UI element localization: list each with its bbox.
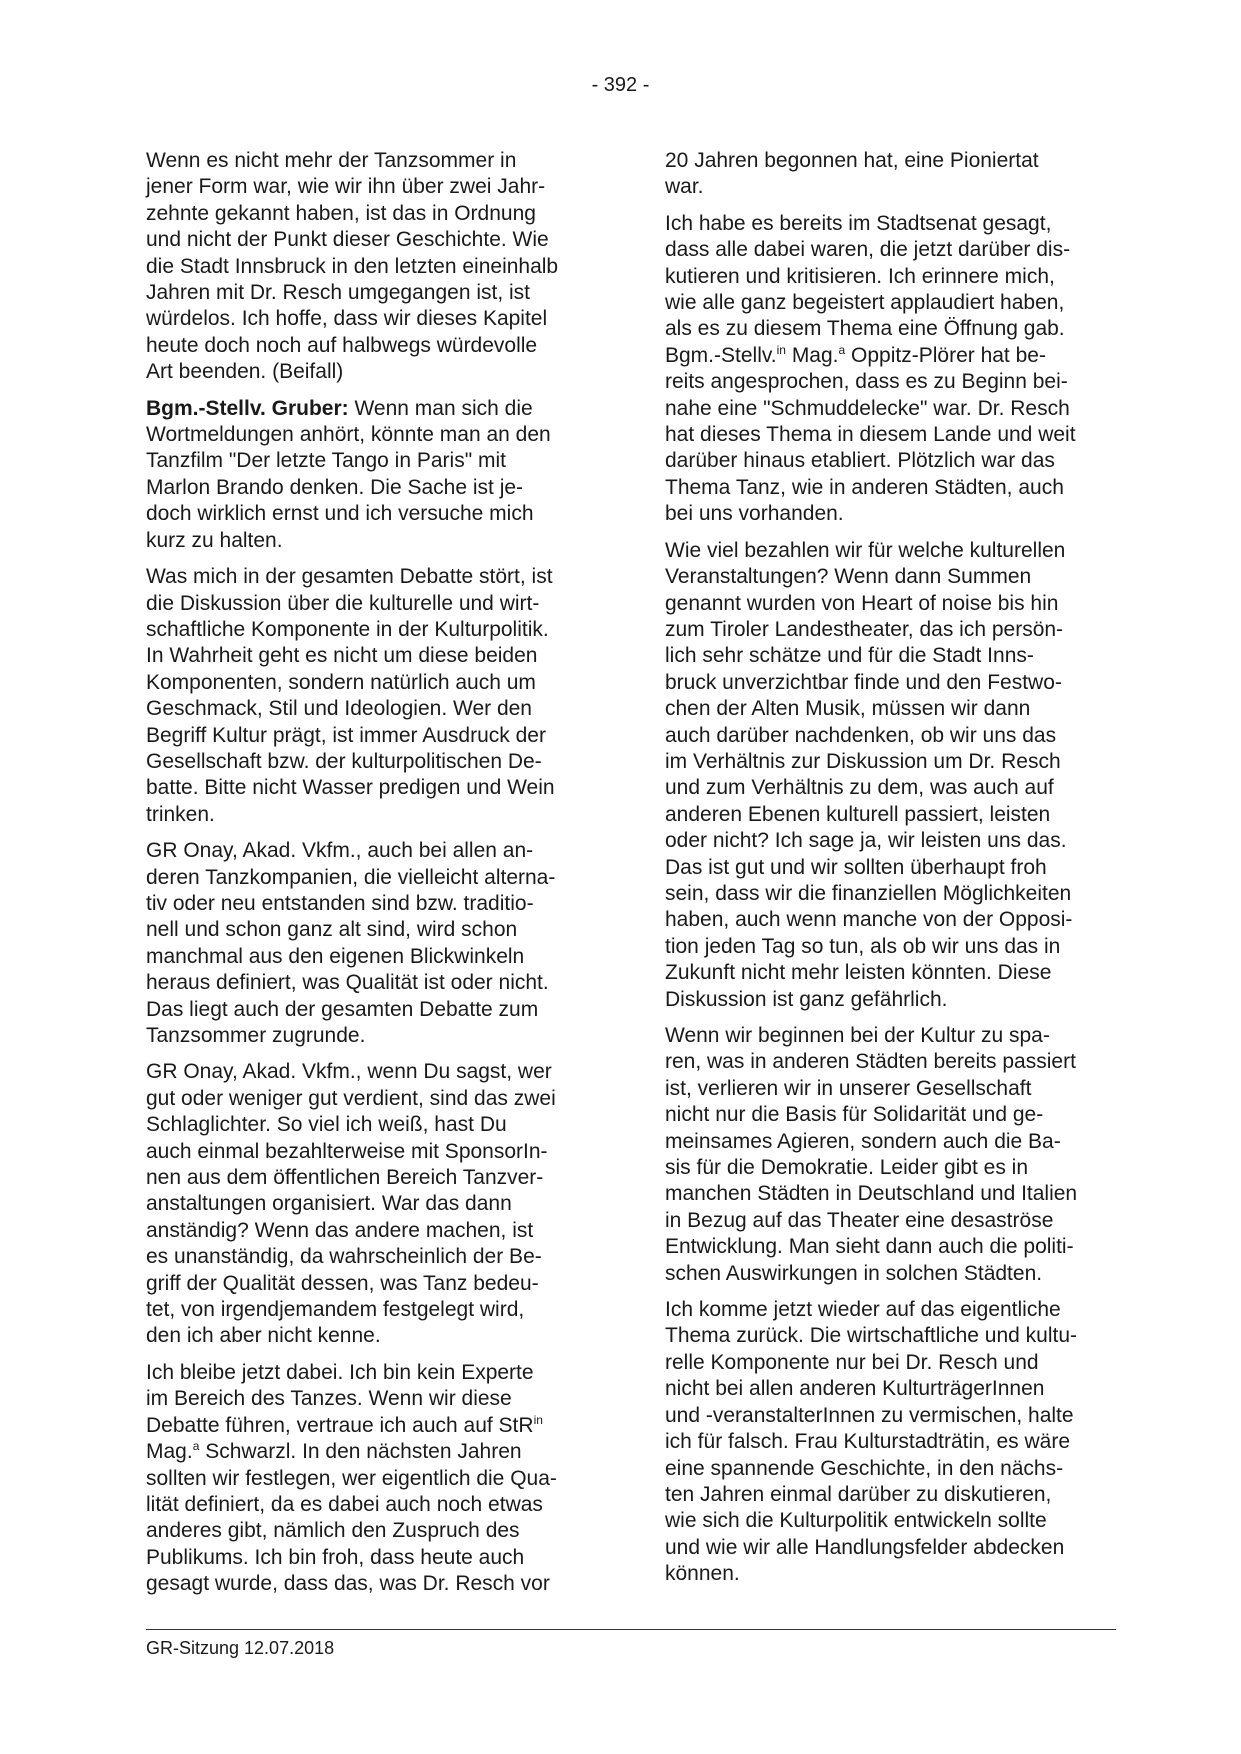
text-segment: Mag. xyxy=(785,343,839,367)
text-line: heraus definiert, was Qualität ist oder nicht. xyxy=(146,971,549,995)
text-line: Ich habe es bereits im Stadtsenat gesagt, xyxy=(665,211,1052,235)
text-line: nahe eine "Schmuddelecke" war. Dr. Resch xyxy=(665,396,1070,420)
text-line: GR Onay, Akad. Vkfm., wenn Du sagst, wer xyxy=(146,1060,552,1084)
text-line: In Wahrheit geht es nicht um diese beiden xyxy=(146,644,538,668)
text-line: die Stadt Innsbruck in den letzten eineinhalb xyxy=(146,254,559,278)
text-line: anstaltungen organisiert. War das dann xyxy=(146,1192,512,1216)
text-line xyxy=(146,396,596,422)
text-line: ist, verlieren wir in unserer Gesellschaft xyxy=(665,1076,1032,1100)
text-line: haben, auch wenn manche von der Opposi- xyxy=(665,908,1073,932)
text-line: 20 Jahren begonnen hat, eine Pioniertat xyxy=(665,149,1039,172)
text-line: Geschmack, Stil und Ideologien. Wer den xyxy=(146,697,532,721)
text-line: manchen Städten in Deutschland und Italien xyxy=(665,1182,1078,1206)
right-column xyxy=(665,148,1115,1598)
text-line: sis für die Demokratie. Leider gibt es in xyxy=(665,1156,1028,1180)
text-line: eine spannende Geschichte, in den nächs- xyxy=(665,1456,1064,1480)
text-line: Komponenten, sondern natürlich auch um xyxy=(146,670,536,694)
text-line: reits angesprochen, dass es zu Beginn bei- xyxy=(665,370,1068,394)
text-line: und zum Verhältnis zu dem, was auch auf xyxy=(665,776,1054,800)
text-line: im Bereich des Tanzes. Wenn wir diese xyxy=(146,1387,512,1411)
paragraph xyxy=(665,1023,1115,1287)
text-line: schen Auswirkungen in solchen Städten. xyxy=(665,1261,1043,1285)
text-line: Entwicklung. Man sieht dann auch die politi- xyxy=(665,1235,1074,1259)
text-line: Zukunft nicht mehr leisten könnten. Diese xyxy=(665,961,1052,985)
text-line: lität definiert, da es dabei auch noch etwas xyxy=(146,1492,543,1516)
text-line: war. xyxy=(665,175,704,199)
text-line: doch wirklich ernst und ich versuche mich xyxy=(146,502,534,526)
left-column xyxy=(146,148,596,1608)
text-line: Ich bleibe jetzt dabei. Ich bin kein Experte xyxy=(146,1360,534,1384)
text-line: die Diskussion über die kulturelle und wirt- xyxy=(146,591,540,615)
text-line: zehnte gekannt haben, ist das in Ordnung xyxy=(146,201,536,225)
paragraph xyxy=(665,148,1115,201)
text-line: tiv oder neu entstanden sind bzw. traditio- xyxy=(146,891,534,915)
text-line: Wenn wir beginnen bei der Kultur zu spa- xyxy=(665,1024,1050,1047)
text-line: würdelos. Ich hoffe, dass wir dieses Kapitel xyxy=(146,307,548,331)
text-line: bei uns vorhanden. xyxy=(665,502,844,526)
text-line: chen der Alten Musik, müssen wir dann xyxy=(665,697,1031,721)
text-line: trinken. xyxy=(146,802,215,826)
text-line: Thema zurück. Die wirtschaftliche und kultu- xyxy=(665,1324,1077,1348)
text-line: es unanständig, da wahrscheinlich der Be- xyxy=(146,1245,542,1269)
page-number: - 392 - xyxy=(591,74,650,96)
text-line xyxy=(665,343,1115,369)
text-line: bruck unverzichtbar finde und den Festwo- xyxy=(665,670,1062,694)
text-line: Veranstaltungen? Wenn dann Summen xyxy=(665,565,1032,589)
text-line: tet, von irgendjemandem festgelegt wird, xyxy=(146,1298,525,1322)
text-line: anständig? Wenn das andere machen, ist xyxy=(146,1218,534,1242)
text-line: jener Form war, wie wir ihn über zwei Jahr- xyxy=(146,175,546,199)
superscript: in xyxy=(533,1412,543,1427)
text-line: und nicht der Punkt dieser Geschichte. Wie xyxy=(146,228,549,252)
paragraph xyxy=(146,148,596,386)
text-line: schaftliche Komponente in der Kulturpolitik. xyxy=(146,617,549,641)
text-line: kutieren und kritisieren. Ich erinnere mich, xyxy=(665,264,1055,288)
text-line: Tanzfilm "Der letzte Tango in Paris" mit xyxy=(146,449,506,473)
text-line: Begriff Kultur prägt, ist immer Ausdruck der xyxy=(146,723,546,747)
text-segment: Schwarzl. In den nächsten Jahren xyxy=(199,1440,522,1464)
text-line: im Verhältnis zur Diskussion um Dr. Resch xyxy=(665,749,1061,773)
text-line: wie alle ganz begeistert applaudiert haben, xyxy=(665,291,1065,315)
text-line: nell und schon ganz alt sind, wird schon xyxy=(146,918,518,942)
text-line: griff der Qualität dessen, was Tanz bedeu- xyxy=(146,1271,539,1295)
text-line xyxy=(146,1439,596,1465)
text-line: GR Onay, Akad. Vkfm., auch bei allen an- xyxy=(146,839,534,863)
text-line: nicht bei allen anderen KulturträgerInnen xyxy=(665,1377,1045,1401)
text-line: sollten wir festlegen, wer eigentlich die Qua- xyxy=(146,1466,557,1490)
paragraph xyxy=(146,1360,596,1598)
superscript: in xyxy=(776,342,786,357)
text-line: sein, dass wir die finanziellen Möglichkeiten xyxy=(665,881,1072,905)
text-line: anderen Ebenen kulturell passiert, leisten xyxy=(665,802,1051,826)
superscript: a xyxy=(192,1439,200,1454)
text-line: Wenn es nicht mehr der Tanzsommer in xyxy=(146,149,517,172)
text-line: und -veranstalterInnen zu vermischen, halte xyxy=(665,1403,1074,1427)
text-line: Ich komme jetzt wieder auf das eigentliche xyxy=(665,1298,1061,1322)
text-line: zum Tiroler Landestheater, das ich persön- xyxy=(665,617,1064,641)
speaker-name: Bgm.-Stellv. Gruber: xyxy=(146,396,349,420)
text-line: auch darüber nachdenken, ob wir uns das xyxy=(665,723,1057,747)
text-line: in Bezug auf das Theater eine desaströse xyxy=(665,1208,1054,1232)
paragraph xyxy=(665,538,1115,1013)
text-line: darüber hinaus etabliert. Plötzlich war das xyxy=(665,449,1055,473)
text-line: Schlaglichter. So viel ich weiß, hast Du xyxy=(146,1113,507,1137)
text-line: Das liegt auch der gesamten Debatte zum xyxy=(146,997,539,1021)
text-line: deren Tanzkompanien, die vielleicht alterna- xyxy=(146,865,556,889)
footer-text: GR-Sitzung 12.07.2018 xyxy=(146,1638,335,1658)
paragraph xyxy=(146,838,596,1049)
text-line: auch einmal bezahlterweise mit SponsorIn- xyxy=(146,1139,548,1163)
text-line: als es zu diesem Thema eine Öffnung gab. xyxy=(665,317,1065,341)
text-line: heute doch noch auf halbwegs würdevolle xyxy=(146,333,538,357)
text-line: kurz zu halten. xyxy=(146,528,283,552)
paragraph xyxy=(665,1297,1115,1587)
text-line: anderes gibt, nämlich den Zuspruch des xyxy=(146,1519,520,1543)
footer-divider xyxy=(146,1629,1116,1630)
text-line: dass alle dabei waren, die jetzt darüber dis- xyxy=(665,238,1071,262)
text-line: ich für falsch. Frau Kulturstadträtin, es wäre xyxy=(665,1430,1070,1454)
text-line: Thema Tanz, wie in anderen Städten, auch xyxy=(665,475,1064,499)
text-line: Art beenden. (Beifall) xyxy=(146,360,344,384)
text-line: den ich aber nicht kenne. xyxy=(146,1324,381,1348)
text-line: oder nicht? Ich sage ja, wir leisten uns das. xyxy=(665,829,1067,853)
text-line: gut oder weniger gut verdient, sind das zwei xyxy=(146,1086,556,1110)
text-line: nen aus dem öffentlichen Bereich Tanzver- xyxy=(146,1166,544,1190)
superscript: a xyxy=(838,342,846,357)
text-line: tion jeden Tag so tun, als ob wir uns das in xyxy=(665,934,1061,958)
paragraph xyxy=(665,211,1115,528)
text-line: Gesellschaft bzw. der kulturpolitischen De- xyxy=(146,749,542,773)
text-line: gesagt wurde, dass das, was Dr. Resch vor xyxy=(146,1572,550,1596)
text-line: Diskussion ist ganz gefährlich. xyxy=(665,987,948,1011)
text-line: Marlon Brando denken. Die Sache ist je- xyxy=(146,475,524,499)
text-line: wie sich die Kulturpolitik entwickeln sollte xyxy=(665,1509,1047,1533)
text-line: nicht nur die Basis für Solidarität und ge- xyxy=(665,1103,1044,1127)
paragraph xyxy=(146,564,596,828)
text-line: relle Komponente nur bei Dr. Resch und xyxy=(665,1350,1039,1374)
text-line: können. xyxy=(665,1562,740,1586)
text-line xyxy=(146,1413,596,1439)
text-line: hat dieses Thema in diesem Lande und weit xyxy=(665,423,1076,447)
text-line: lich sehr schätze und für die Stadt Inns- xyxy=(665,644,1034,668)
text-segment: Debatte führen, vertraue ich auch auf StR xyxy=(146,1413,534,1437)
paragraph xyxy=(146,1059,596,1349)
text-line: Das ist gut und wir sollten überhaupt froh xyxy=(665,855,1047,879)
text-line: Wie viel bezahlen wir für welche kulturellen xyxy=(665,538,1066,562)
text-line: Was mich in der gesamten Debatte stört, ist xyxy=(146,565,553,589)
text-segment: Wenn man sich die xyxy=(348,396,533,420)
text-segment: Mag. xyxy=(146,1440,193,1464)
text-line: meinsames Agieren, sondern auch die Ba- xyxy=(665,1129,1061,1153)
text-segment: Bgm.-Stellv. xyxy=(665,343,777,367)
paragraph xyxy=(146,396,596,554)
text-line: Jahren mit Dr. Resch umgegangen ist, ist xyxy=(146,281,531,305)
text-line: Wortmeldungen anhört, könnte man an den xyxy=(146,423,551,447)
text-line: ren, was in anderen Städten bereits passiert xyxy=(665,1050,1076,1074)
text-line: Tanzsommer zugrunde. xyxy=(146,1024,366,1047)
text-segment: Oppitz-Plörer hat be- xyxy=(845,343,1046,367)
text-line: manchmal aus den eigenen Blickwinkeln xyxy=(146,944,525,968)
text-line: batte. Bitte nicht Wasser predigen und Wein xyxy=(146,776,555,800)
text-line: ten Jahren einmal darüber zu diskutieren, xyxy=(665,1482,1052,1506)
text-line: und wie wir alle Handlungsfelder abdecken xyxy=(665,1535,1065,1559)
text-line: genannt wurden von Heart of noise bis hin xyxy=(665,591,1059,615)
text-line: Publikums. Ich bin froh, dass heute auch xyxy=(146,1545,525,1569)
